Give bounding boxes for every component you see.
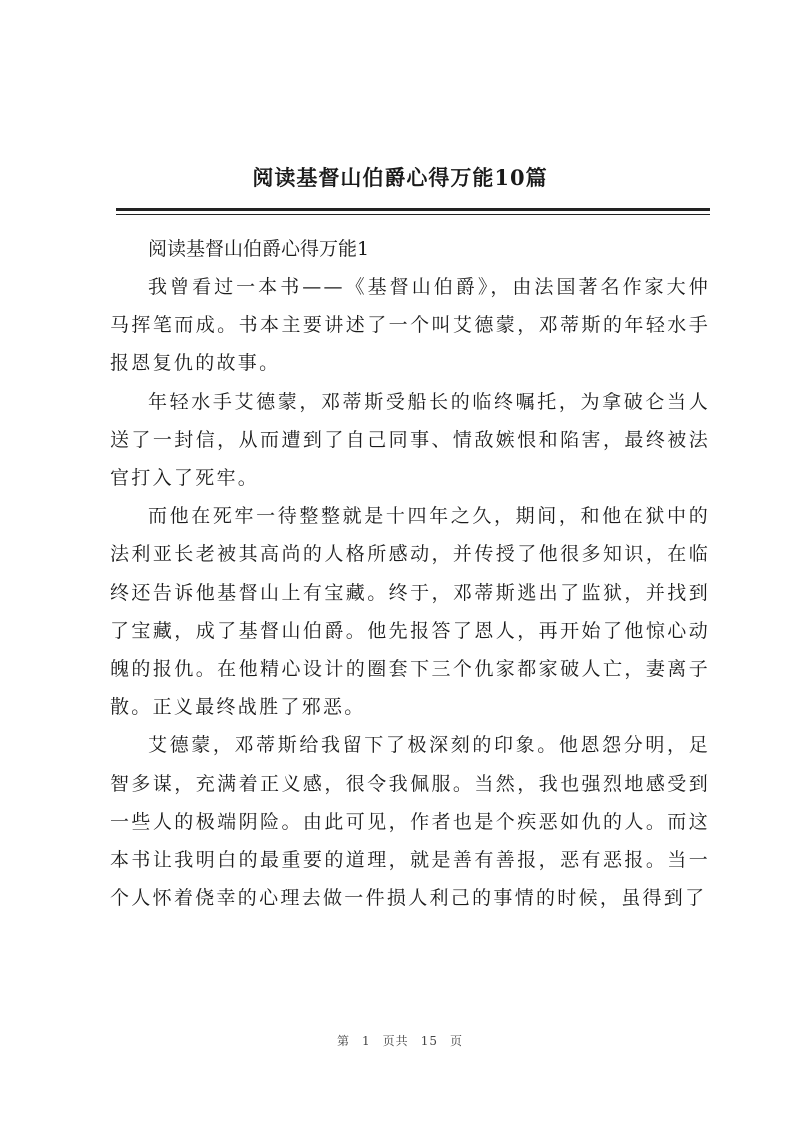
footer-middle: 页共: [382, 1034, 409, 1048]
document-body: [110, 230, 710, 917]
paragraph-4: 艾德蒙，邓蒂斯给我留下了极深刻的印象。他恩怨分明，足智多谋，充满着正义感，很令我佩服。当然，我也强烈地感受到一些人的极端阴险。由此可见，作者也是个疾恶如仇的人。而这本书让我明白的最重要的道理，就是善有善报，恶有恶报。当一个人怀着侥幸的心理去做一件损人利己的事情的时候，虽得到了: [110, 734, 710, 910]
footer-prefix: 第: [337, 1034, 351, 1048]
section-heading: 阅读基督山伯爵心得万能1: [148, 238, 370, 260]
paragraph-2: 年轻水手艾德蒙，邓蒂斯受船长的临终嘱托，为拿破仑当人送了一封信，从而遭到了自己同事、情敌嫉恨和陷害，最终被法官打入了死牢。: [110, 390, 710, 490]
title-divider-thin: [116, 214, 710, 215]
footer-total-pages: 15: [420, 1034, 438, 1048]
paragraph-3: 而他在死牢一待整整就是十四年之久，期间，和他在狱中的法利亚长老被其高尚的人格所感动，并传授了他很多知识，在临终还告诉他基督山上有宝藏。终于，邓蒂斯逃出了监狱，并找到了宝藏，成了基督山伯爵。他先报答了恩人，再开始了他惊心动魄的报仇。在他精心设计的圈套下三个仇家都家破人亡，妻离子散。正义最终战胜了邪恶。: [110, 505, 710, 719]
paragraph-1: 我曾看过一本书——《基督山伯爵》，由法国著名作家大仲马挥笔而成。书本主要讲述了一个叫艾德蒙，邓蒂斯的年轻水手报恩复仇的故事。: [110, 276, 710, 375]
title-divider: [116, 208, 710, 211]
document-title: 阅读基督山伯爵心得万能10篇: [252, 165, 548, 190]
footer-current-page: 1: [362, 1034, 371, 1048]
page-footer: [0, 1032, 800, 1049]
footer-suffix: 页: [449, 1034, 463, 1048]
